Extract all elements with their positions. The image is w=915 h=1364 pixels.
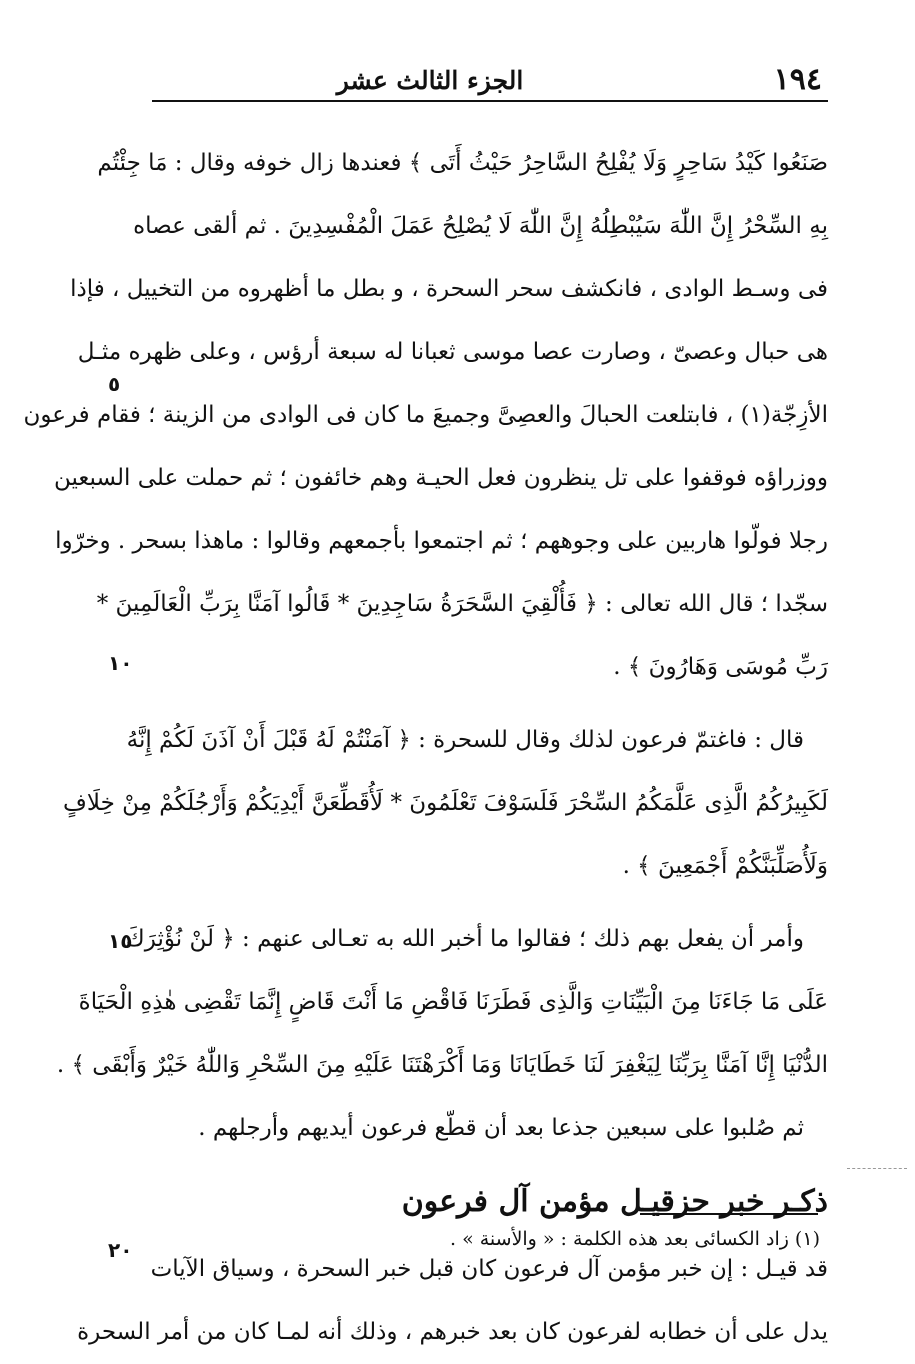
text-line: رجلا فولّوا هاربين على وجوههم ؛ ثم اجتمعوا بأجمعهم وقالوا : ماهذا بسحر . وخرّوا bbox=[55, 528, 828, 554]
text-line: الدُّنْيَا إِنَّا آمَنَّا بِرَبِّنَا لِيَغْفِرَ لَنَا خَطَايَانَا وَمَا أَكْرَهْتَنَا عَلَيْهِ مِنَ السِّحْرِ وَاللّٰهُ خَيْرٌ وَأَبْقَى ﴾ . bbox=[56, 1052, 828, 1078]
text-line: بِهِ السِّحْرُ إِنَّ اللّٰهَ سَيُبْطِلُهُ إِنَّ اللّٰهَ لَا يُصْلِحُ عَمَلَ الْمُفْسِدِينَ . ثم ألقى عصاه bbox=[133, 213, 828, 239]
text-line: ثم صُلبوا على سبعين جذعا بعد أن قطّع فرعون أيديهم وأرجلهم . bbox=[198, 1115, 804, 1141]
text-line: سجّدا ؛ قال الله تعالى : ﴿ فَأُلْقِيَ السَّحَرَةُ سَاجِدِينَ * قَالُوا آمَنَّا بِرَبِّ الْعَالَمِينَ * bbox=[96, 591, 828, 617]
footnote: (١) زاد الكسائى بعد هذه الكلمة : « والأسنة » . bbox=[449, 1228, 820, 1250]
text-line: رَبِّ مُوسَى وَهَارُونَ ﴾ . bbox=[613, 654, 828, 680]
scan-artifact bbox=[847, 1168, 907, 1169]
line-number-marker: ١٥ bbox=[108, 929, 133, 953]
section-heading: ذكـر خبر حزقيـل مؤمن آل فرعون bbox=[401, 1184, 828, 1219]
line-number-marker: ١٠ bbox=[108, 651, 133, 675]
text-line: لَكَبِيرُكُمُ الَّذِى عَلَّمَكُمُ السِّحْرَ فَلَسَوْفَ تَعْلَمُونَ * لَأُقَطِّعَنَّ أَيْدِيَكُمْ وَأَرْجُلَكُمْ مِنْ خِلَافٍ bbox=[63, 790, 828, 816]
paragraph-gap bbox=[162, 898, 828, 908]
text-line: يدل على أن خطابه لفرعون كان بعد خبرهم ، وذلك أنه لمـا كان من أمر السحرة bbox=[77, 1319, 828, 1345]
paragraph-gap bbox=[162, 699, 828, 709]
page-number: ١٩٤ bbox=[773, 62, 822, 97]
text-line: الأزِجّة(١) ، فابتلعت الحبالَ والعصِىَّ وجميعَ ما كان فى الوادى من الزينة ؛ فقام فرعون bbox=[23, 402, 828, 428]
footnote-separator bbox=[640, 1213, 818, 1215]
page-header bbox=[152, 58, 828, 102]
text-line: وأمر أن يفعل بهم ذلك ؛ فقالوا ما أخبر الله به تعـالى عنهم : ﴿ لَنْ نُؤْثِرَكَ bbox=[125, 926, 804, 952]
text-line: عَلَى مَا جَاءَنَا مِنَ الْبَيِّنَاتِ وَالَّذِى فَطَرَنَا فَاقْضِ مَا أَنْتَ قَاضٍ إِنَّمَا تَقْضِى هٰذِهِ الْحَيَاةَ bbox=[78, 989, 828, 1015]
text-line: هى حبال وعصىّ ، وصارت عصا موسى ثعبانا له سبعة أرؤس ، وعلى ظهره مثـل bbox=[77, 339, 828, 365]
text-line: قال : فاغتمّ فرعون لذلك وقال للسحرة : ﴿ آمَنْتُمْ لَهُ قَبْلَ أَنْ آذَنَ لَكُمْ إِنَّهُ bbox=[126, 727, 804, 753]
text-line: قد قيـل : إن خبر مؤمن آل فرعون كان قبل خبر السحرة ، وسياق الآيات bbox=[150, 1256, 828, 1282]
text-line: وَلَأُصَلِّبَنَّكُمْ أَجْمَعِينَ ﴾ . bbox=[622, 853, 828, 879]
text-line: فى وسـط الوادى ، فانكشف سحر السحرة ، و بطل ما أظهروه من التخييل ، فإذا bbox=[70, 276, 828, 302]
running-title: الجزء الثالث عشر bbox=[336, 66, 524, 95]
line-number-marker: ٥ bbox=[108, 372, 121, 396]
text-line: صَنَعُوا كَيْدُ سَاحِرٍ وَلَا يُفْلِحُ السَّاحِرُ حَيْثُ أَتَى ﴾ فعندها زال خوفه وقال : مَا جِئْتُم bbox=[97, 150, 828, 176]
text-line: ووزراؤه فوقفوا على تل ينظرون فعل الحيـة وهم خائفون ؛ ثم حملت على السبعين bbox=[53, 465, 828, 491]
line-number-marker: ٢٠ bbox=[108, 1238, 133, 1262]
